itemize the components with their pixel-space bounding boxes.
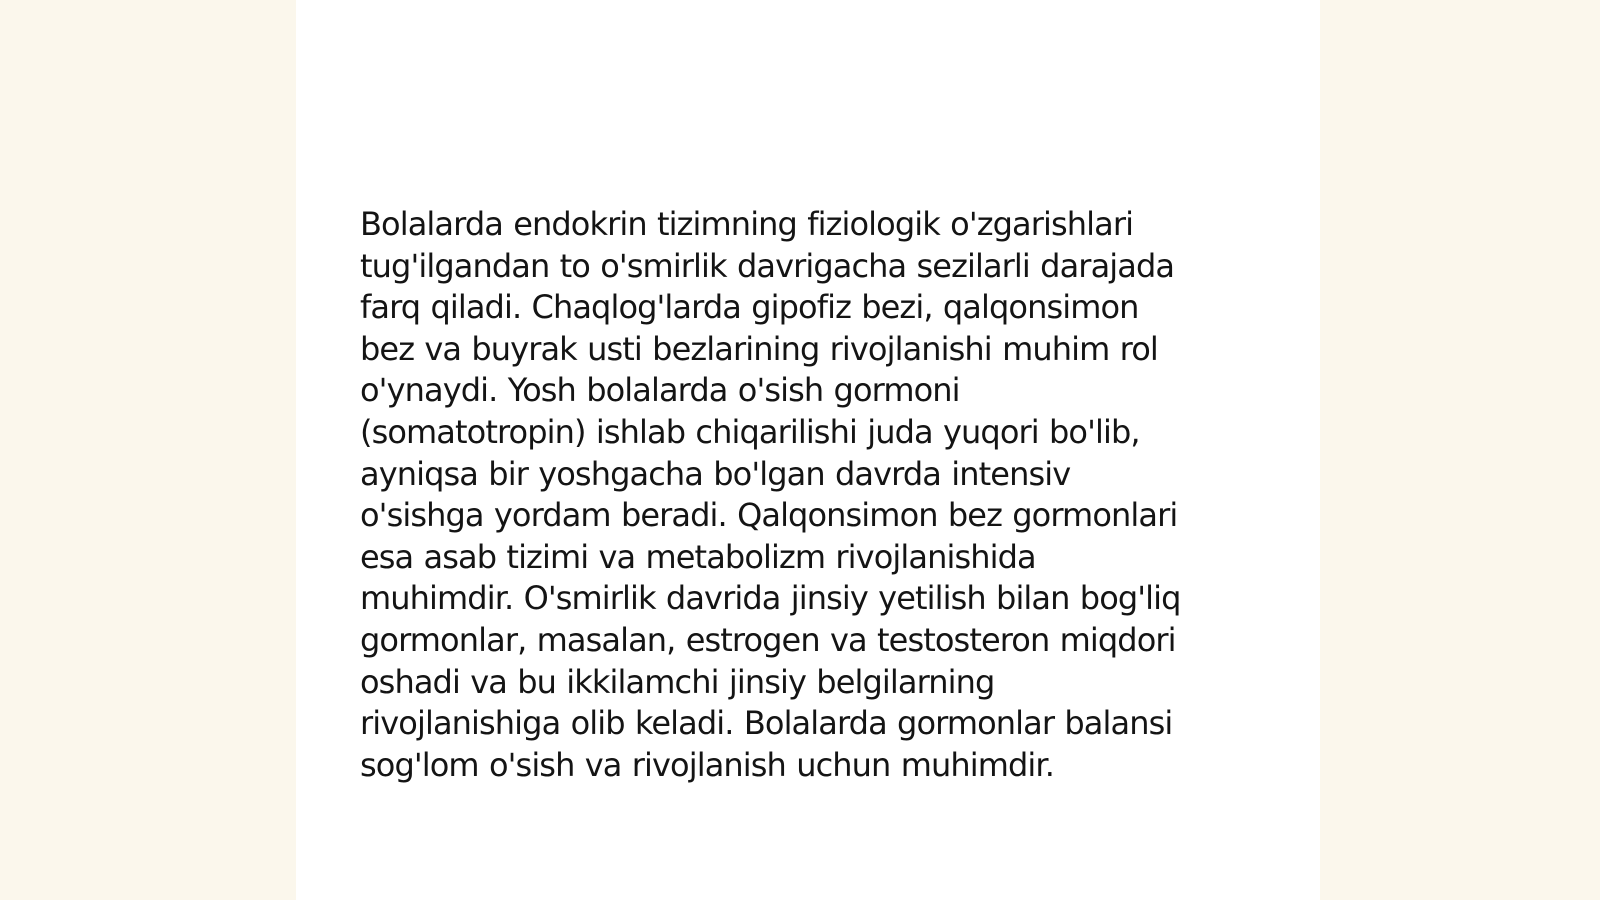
text-line: tug'ilgandan to o'smirlik davrigacha sezilarli darajada: [360, 246, 1175, 285]
text-line: ayniqsa bir yoshgacha bo'lgan davrda intensiv: [360, 454, 1071, 493]
text-line: bez va buyrak usti bezlarining rivojlanishi muhim rol: [360, 329, 1158, 368]
text-line: farq qiladi. Chaqlog'larda gipofiz bezi, qalqonsimon: [360, 288, 1139, 327]
text-line: (somatotropin) ishlab chiqarilishi juda yuqori bo'lib,: [360, 412, 1140, 451]
text-line: o'ynaydi. Yosh bolalarda o'sish gormoni: [360, 371, 960, 410]
text-line: gormonlar, masalan, estrogen va testosteron miqdori: [360, 620, 1176, 659]
text-line: oshadi va bu ikkilamchi jinsiy belgilarning: [360, 662, 995, 701]
slide: [296, 0, 1320, 900]
text-line: esa asab tizimi va metabolizm rivojlanishida: [360, 537, 1036, 576]
text-line: rivojlanishiga olib keladi. Bolalarda gormonlar balansi: [360, 704, 1173, 743]
text-line: sog'lom o'sish va rivojlanish uchun muhimdir.: [360, 745, 1054, 784]
slide-body-text: [360, 204, 1250, 786]
text-line: Bolalarda endokrin tizimning fiziologik o'zgarishlari: [360, 205, 1134, 243]
text-line: o'sishga yordam beradi. Qalqonsimon bez gormonlari: [360, 496, 1178, 535]
text-line: muhimdir. O'smirlik davrida jinsiy yetilish bilan bog'liq: [360, 579, 1181, 618]
